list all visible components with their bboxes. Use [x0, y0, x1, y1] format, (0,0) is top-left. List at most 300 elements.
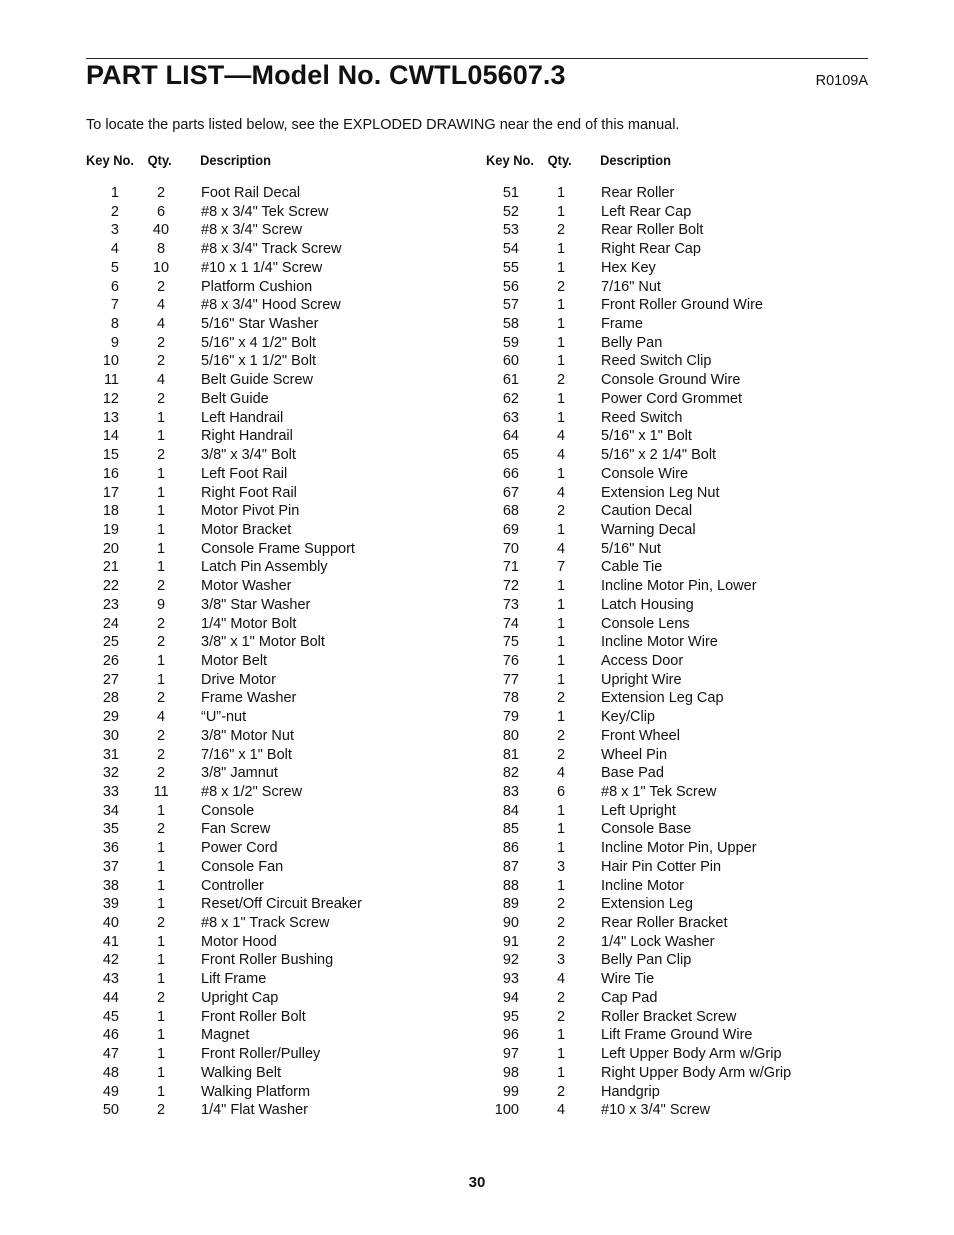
part-description: 3/8" x 1" Motor Bolt	[201, 634, 325, 651]
part-description: Right Rear Cap	[601, 241, 701, 258]
part-key-no: 93	[502, 971, 519, 988]
part-key-no: 51	[502, 185, 519, 201]
part-qty: 4	[556, 1102, 566, 1119]
part-qty: 1	[156, 465, 166, 482]
part-row	[486, 334, 906, 353]
part-key-no: 61	[502, 372, 519, 389]
part-description: #10 x 1 1/4" Screw	[201, 259, 323, 276]
part-key-no: 48	[102, 1064, 119, 1081]
part-row	[86, 671, 506, 690]
part-key-no: 30	[102, 727, 119, 744]
part-qty: 1	[556, 353, 566, 370]
part-row	[486, 652, 906, 671]
part-qty: 7	[556, 559, 566, 576]
part-description: Motor Pivot Pin	[201, 503, 300, 520]
part-row	[486, 352, 906, 371]
part-qty: 3	[556, 952, 566, 969]
part-description: Access Door	[601, 652, 684, 669]
part-key-no: 46	[102, 1027, 119, 1044]
part-key-no: 90	[502, 915, 519, 932]
part-row	[86, 352, 506, 371]
part-qty: 1	[556, 465, 566, 482]
part-key-no: 12	[102, 390, 119, 407]
part-row	[486, 278, 906, 297]
part-description: Wire Tie	[601, 971, 655, 988]
part-qty: 4	[556, 484, 566, 501]
part-row	[86, 746, 506, 765]
part-key-no: 36	[102, 840, 119, 857]
part-row	[486, 1026, 906, 1045]
part-description: Rear Roller	[601, 185, 675, 201]
part-row	[86, 296, 506, 315]
part-row	[86, 1064, 506, 1083]
part-qty: 2	[156, 447, 166, 464]
part-qty: 4	[156, 372, 166, 389]
part-key-no: 86	[502, 840, 519, 857]
part-qty: 2	[156, 727, 166, 744]
part-row	[486, 521, 906, 540]
part-key-no: 65	[502, 447, 519, 464]
part-qty: 8	[156, 241, 166, 258]
part-key-no: 25	[102, 634, 119, 651]
part-key-no: 29	[102, 709, 119, 726]
part-key-no: 35	[102, 821, 119, 838]
part-qty: 3	[556, 858, 566, 875]
part-key-no: 21	[102, 559, 119, 576]
part-description: Foot Rail Decal	[201, 185, 301, 201]
part-key-no: 94	[502, 989, 519, 1006]
part-row	[486, 1008, 906, 1027]
part-row	[86, 615, 506, 634]
part-row	[86, 577, 506, 596]
part-qty: 2	[156, 765, 166, 782]
part-description: Front Roller/Pulley	[201, 1046, 321, 1063]
part-description: Console Ground Wire	[601, 372, 741, 389]
part-key-no: 11	[103, 372, 119, 389]
header-key-no: Key No.	[486, 152, 534, 168]
part-row	[486, 858, 906, 877]
part-qty: 1	[156, 409, 166, 426]
part-description: #8 x 3/4" Track Screw	[201, 241, 342, 258]
part-key-no: 70	[502, 540, 519, 557]
part-row	[486, 558, 906, 577]
part-row	[486, 221, 906, 240]
part-row	[486, 1083, 906, 1102]
part-key-no: 39	[102, 896, 119, 913]
part-key-no: 80	[502, 727, 519, 744]
part-key-no: 62	[502, 390, 519, 407]
parts-list-right	[486, 184, 906, 1120]
part-row	[486, 689, 906, 708]
part-description: Console Base	[601, 821, 692, 838]
part-description: Rear Roller Bracket	[601, 915, 728, 932]
part-description: Reed Switch Clip	[601, 353, 712, 370]
part-row	[486, 708, 906, 727]
part-description: 3/8" Star Washer	[201, 596, 311, 613]
part-qty: 4	[556, 447, 566, 464]
part-row	[486, 465, 906, 484]
part-qty: 2	[556, 1083, 566, 1100]
part-description: 5/16" Nut	[601, 540, 661, 557]
part-row	[86, 240, 506, 259]
part-description: Cap Pad	[601, 989, 658, 1006]
part-description: Front Roller Ground Wire	[601, 297, 763, 314]
part-description: 5/16" Star Washer	[201, 316, 319, 333]
part-key-no: 81	[502, 746, 519, 763]
part-key-no: 5	[110, 259, 119, 276]
header-qty: Qty.	[547, 152, 572, 168]
part-row	[486, 820, 906, 839]
part-description: Drive Motor	[201, 671, 276, 688]
part-description: Latch Housing	[601, 596, 694, 613]
part-qty: 1	[556, 241, 566, 258]
part-key-no: 99	[502, 1083, 519, 1100]
part-description: Front Wheel	[601, 727, 680, 744]
part-key-no: 32	[102, 765, 119, 782]
part-key-no: 6	[110, 278, 119, 295]
part-qty: 1	[156, 971, 166, 988]
part-qty: 40	[152, 222, 170, 239]
part-row	[86, 1008, 506, 1027]
part-row	[486, 184, 906, 203]
part-description: Power Cord Grommet	[601, 390, 743, 407]
part-description: 3/8" Motor Nut	[201, 727, 294, 744]
part-description: Reset/Off Circuit Breaker	[201, 896, 362, 913]
part-description: Console Fan	[201, 858, 284, 875]
part-row	[86, 764, 506, 783]
part-description: Hair Pin Cotter Pin	[601, 858, 722, 875]
part-key-no: 44	[102, 989, 119, 1006]
part-key-no: 10	[102, 353, 119, 370]
part-qty: 1	[556, 877, 566, 894]
part-row	[486, 484, 906, 503]
column-header-right	[486, 152, 872, 174]
part-description: Extension Leg	[601, 896, 693, 913]
part-key-no: 8	[110, 316, 119, 333]
part-description: 7/16" Nut	[601, 278, 661, 295]
part-qty: 2	[156, 278, 166, 295]
part-description: Belt Guide Screw	[201, 372, 314, 389]
document-code: R0109A	[815, 73, 868, 89]
part-key-no: 59	[502, 334, 519, 351]
part-description: 3/8" Jamnut	[201, 765, 278, 782]
part-qty: 1	[156, 484, 166, 501]
part-row	[86, 708, 506, 727]
part-qty: 2	[156, 353, 166, 370]
part-description: Walking Belt	[201, 1064, 282, 1081]
part-qty: 2	[556, 933, 566, 950]
part-description: 5/16" x 4 1/2" Bolt	[201, 334, 317, 351]
part-qty: 2	[156, 334, 166, 351]
part-description: Left Handrail	[201, 409, 284, 426]
part-description: Handgrip	[601, 1083, 660, 1100]
part-description: Upright Cap	[201, 989, 279, 1006]
part-row	[86, 858, 506, 877]
part-description: 5/16" x 1 1/2" Bolt	[201, 353, 317, 370]
part-row	[486, 596, 906, 615]
part-row	[486, 914, 906, 933]
part-row	[86, 633, 506, 652]
part-row	[86, 895, 506, 914]
part-description: #8 x 1/2" Screw	[201, 784, 303, 800]
part-qty: 1	[556, 521, 566, 538]
part-key-no: 43	[102, 971, 119, 988]
part-key-no: 42	[102, 952, 119, 969]
part-row	[86, 558, 506, 577]
part-row	[486, 1101, 906, 1120]
part-qty: 1	[556, 578, 566, 595]
part-row	[486, 296, 906, 315]
part-qty: 2	[556, 278, 566, 295]
part-description: Left Upright	[601, 802, 676, 819]
part-qty: 1	[556, 821, 566, 838]
part-key-no: 22	[102, 578, 119, 595]
part-qty: 2	[156, 390, 166, 407]
part-qty: 2	[156, 746, 166, 763]
part-qty: 1	[556, 334, 566, 351]
part-description: Hex Key	[601, 259, 656, 276]
part-row	[486, 240, 906, 259]
part-key-no: 57	[502, 297, 519, 314]
part-row	[486, 951, 906, 970]
part-key-no: 31	[102, 746, 119, 763]
part-qty: 1	[556, 652, 566, 669]
part-row	[86, 371, 506, 390]
part-key-no: 38	[102, 877, 119, 894]
part-key-no: 34	[102, 802, 119, 819]
part-description: 1/4" Lock Washer	[601, 933, 715, 950]
part-description: #8 x 3/4" Hood Screw	[201, 297, 341, 314]
part-key-no: 68	[502, 503, 519, 520]
part-qty: 2	[156, 915, 166, 932]
part-qty: 1	[156, 1008, 166, 1025]
part-qty: 2	[556, 915, 566, 932]
part-description: Right Handrail	[201, 428, 293, 445]
part-qty: 1	[156, 877, 166, 894]
part-row	[486, 746, 906, 765]
part-key-no: 16	[102, 465, 119, 482]
part-row	[86, 315, 506, 334]
part-qty: 1	[156, 540, 166, 557]
part-row	[486, 502, 906, 521]
part-qty: 1	[556, 1027, 566, 1044]
part-description: Left Foot Rail	[201, 465, 288, 482]
parts-column-right	[486, 152, 906, 1119]
part-description: Base Pad	[601, 765, 664, 782]
part-key-no: 60	[502, 353, 519, 370]
part-description: Latch Pin Assembly	[201, 559, 328, 576]
part-key-no: 52	[502, 203, 519, 220]
part-qty: 6	[556, 784, 566, 800]
part-row	[486, 315, 906, 334]
part-row	[86, 783, 506, 802]
part-description: Console Frame Support	[201, 540, 355, 557]
part-qty: 9	[156, 596, 166, 613]
part-description: #8 x 3/4" Tek Screw	[201, 203, 329, 220]
part-description: Power Cord	[201, 840, 278, 857]
part-key-no: 56	[502, 278, 519, 295]
part-key-no: 19	[102, 521, 119, 538]
part-description: Motor Belt	[201, 652, 268, 669]
part-qty: 4	[156, 316, 166, 333]
part-row	[86, 596, 506, 615]
part-row	[86, 951, 506, 970]
part-row	[86, 390, 506, 409]
part-row	[486, 540, 906, 559]
part-description: Frame Washer	[201, 690, 297, 707]
part-qty: 1	[556, 409, 566, 426]
part-key-no: 15	[102, 447, 119, 464]
part-key-no: 96	[502, 1027, 519, 1044]
part-description: Frame	[601, 316, 643, 333]
part-row	[86, 652, 506, 671]
part-qty: 2	[556, 222, 566, 239]
part-row	[86, 409, 506, 428]
part-row	[86, 914, 506, 933]
part-key-no: 92	[502, 952, 519, 969]
header-key-no: Key No.	[86, 152, 134, 168]
part-qty: 2	[156, 615, 166, 632]
part-qty: 1	[156, 503, 166, 520]
part-row	[86, 484, 506, 503]
part-qty: 1	[156, 671, 166, 688]
part-key-no: 41	[102, 933, 119, 950]
part-qty: 1	[556, 390, 566, 407]
part-key-no: 1	[110, 185, 119, 201]
part-key-no: 84	[502, 802, 519, 819]
part-description: 5/16" x 2 1/4" Bolt	[601, 447, 717, 464]
part-row	[486, 802, 906, 821]
part-row	[86, 877, 506, 896]
part-qty: 1	[556, 185, 566, 201]
part-description: Upright Wire	[601, 671, 682, 688]
part-row	[86, 446, 506, 465]
part-description: Console	[201, 802, 255, 819]
part-key-no: 47	[102, 1046, 119, 1063]
part-qty: 2	[556, 989, 566, 1006]
part-qty: 4	[556, 971, 566, 988]
part-qty: 1	[556, 259, 566, 276]
part-description: Key/Clip	[601, 709, 655, 726]
part-qty: 1	[556, 1064, 566, 1081]
part-qty: 2	[156, 821, 166, 838]
header-qty: Qty.	[147, 152, 172, 168]
part-description: 1/4" Motor Bolt	[201, 615, 297, 632]
part-row	[486, 409, 906, 428]
part-description: Front Roller Bolt	[201, 1008, 306, 1025]
column-header-left	[86, 152, 472, 174]
part-description: 1/4" Flat Washer	[201, 1102, 308, 1119]
part-key-no: 71	[502, 559, 519, 576]
part-row	[86, 1083, 506, 1102]
part-row	[486, 615, 906, 634]
part-key-no: 7	[110, 297, 119, 314]
part-row	[86, 221, 506, 240]
part-key-no: 17	[102, 484, 119, 501]
part-qty: 2	[556, 503, 566, 520]
part-description: Cable Tie	[601, 559, 663, 576]
part-row	[86, 184, 506, 203]
part-key-no: 24	[102, 615, 119, 632]
part-description: Motor Bracket	[201, 521, 292, 538]
part-key-no: 9	[110, 334, 119, 351]
part-key-no: 40	[102, 915, 119, 932]
part-row	[486, 633, 906, 652]
part-row	[486, 727, 906, 746]
part-qty: 2	[156, 634, 166, 651]
part-qty: 1	[556, 203, 566, 220]
part-key-no: 73	[502, 596, 519, 613]
part-description: Belly Pan	[601, 334, 663, 351]
part-qty: 4	[556, 540, 566, 557]
part-row	[486, 1045, 906, 1064]
part-row	[86, 1026, 506, 1045]
part-row	[486, 933, 906, 952]
part-description: 5/16" x 1" Bolt	[601, 428, 692, 445]
part-qty: 1	[156, 933, 166, 950]
part-description: Fan Screw	[201, 821, 271, 838]
part-description: #8 x 1" Tek Screw	[601, 784, 717, 800]
part-description: Roller Bracket Screw	[601, 1008, 737, 1025]
part-key-no: 45	[102, 1008, 119, 1025]
part-description: #8 x 1" Track Screw	[201, 915, 330, 932]
part-qty: 1	[556, 297, 566, 314]
part-qty: 1	[556, 615, 566, 632]
part-qty: 4	[556, 765, 566, 782]
part-description: Belly Pan Clip	[601, 952, 692, 969]
header-description: Description	[600, 152, 671, 168]
part-key-no: 58	[502, 316, 519, 333]
part-key-no: 53	[502, 222, 519, 239]
part-description: Reed Switch	[601, 409, 683, 426]
part-row	[486, 671, 906, 690]
part-key-no: 27	[102, 671, 119, 688]
part-row	[486, 877, 906, 896]
part-description: Controller	[201, 877, 264, 894]
part-qty: 1	[156, 559, 166, 576]
part-qty: 1	[156, 1027, 166, 1044]
part-qty: 2	[556, 727, 566, 744]
part-description: Walking Platform	[201, 1083, 311, 1100]
part-qty: 2	[556, 1008, 566, 1025]
part-key-no: 83	[502, 784, 519, 800]
part-description: 7/16" x 1" Bolt	[201, 746, 292, 763]
part-qty: 4	[156, 709, 166, 726]
part-qty: 1	[556, 802, 566, 819]
part-row	[486, 970, 906, 989]
part-key-no: 37	[102, 858, 119, 875]
part-row	[486, 446, 906, 465]
part-description: Warning Decal	[601, 521, 696, 538]
part-key-no: 26	[102, 652, 119, 669]
part-key-no: 14	[102, 428, 119, 445]
part-row	[486, 390, 906, 409]
part-qty: 2	[556, 896, 566, 913]
part-key-no: 67	[502, 484, 519, 501]
part-key-no: 18	[102, 503, 119, 520]
part-qty: 1	[556, 709, 566, 726]
part-key-no: 33	[102, 784, 119, 800]
part-row	[86, 820, 506, 839]
part-row	[486, 259, 906, 278]
part-description: Right Upper Body Arm w/Grip	[601, 1064, 792, 1081]
part-description: Left Rear Cap	[601, 203, 692, 220]
part-key-no: 28	[102, 690, 119, 707]
part-description: Extension Leg Cap	[601, 690, 724, 707]
part-row	[486, 1064, 906, 1083]
part-key-no: 87	[502, 858, 519, 875]
part-row	[486, 783, 906, 802]
